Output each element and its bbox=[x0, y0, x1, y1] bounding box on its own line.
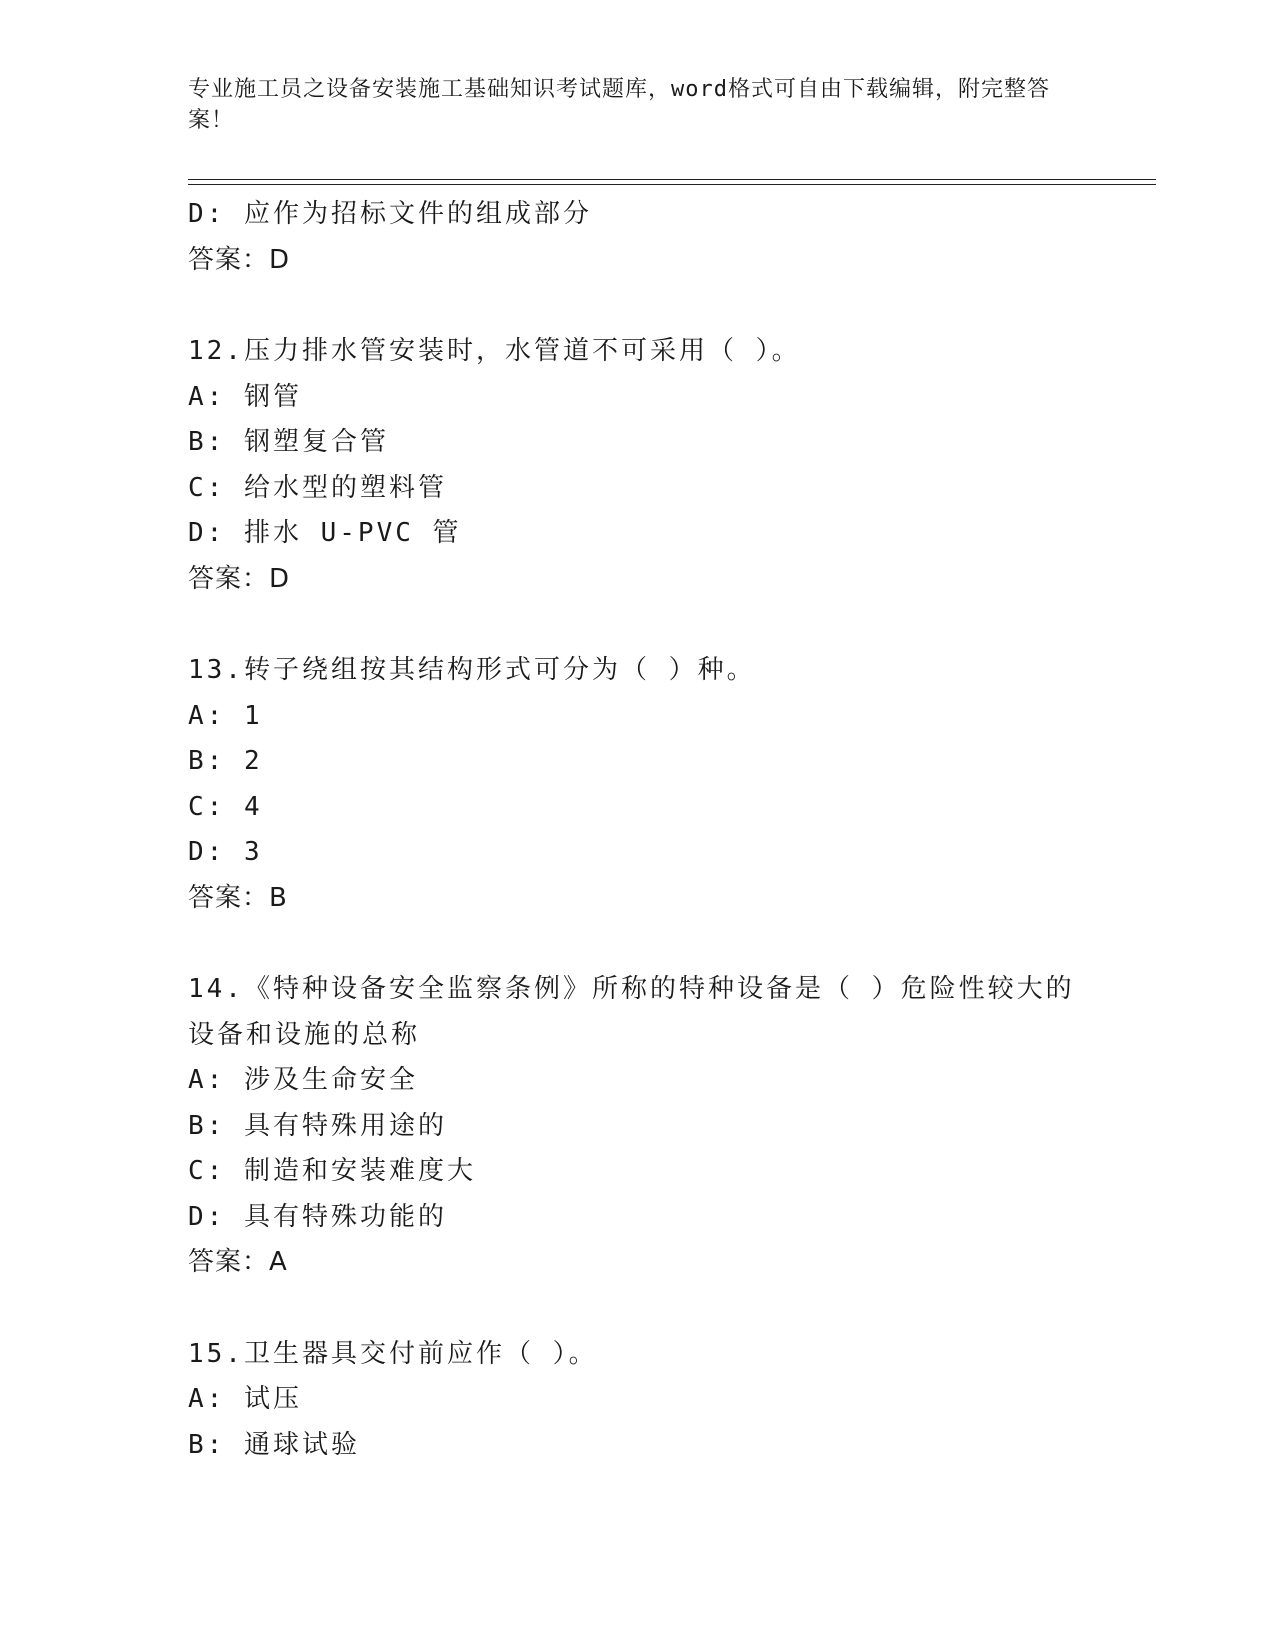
option-a: A: 涉及生命安全 bbox=[188, 1065, 418, 1095]
answer: 答案：D bbox=[188, 244, 291, 275]
question-text: 13.转子绕组按其结构形式可分为（ ）种。 bbox=[188, 655, 756, 685]
option-a: A: 1 bbox=[188, 700, 263, 731]
option-d: D: 排水 U-PVC 管 bbox=[188, 518, 462, 548]
question-list bbox=[188, 192, 1088, 1468]
question-15 bbox=[188, 1332, 1088, 1469]
question-13 bbox=[188, 648, 1088, 921]
option-a: A: 钢管 bbox=[188, 381, 302, 412]
option-c: C: 4 bbox=[188, 791, 263, 822]
answer: 答案：D bbox=[188, 563, 291, 594]
header-divider-top bbox=[188, 179, 1156, 180]
question-14 bbox=[188, 967, 1088, 1286]
answer: 答案：A bbox=[188, 1247, 288, 1277]
option-d: D: 具有特殊功能的 bbox=[188, 1201, 447, 1232]
option-c: C: 制造和安装难度大 bbox=[188, 1156, 476, 1186]
question-text: 12.压力排水管安装时，水管道不可采用（ ）。 bbox=[188, 336, 801, 366]
answer: 答案：B bbox=[188, 882, 288, 913]
question-text-line-1: 14.《特种设备安全监察条例》所称的特种设备是（ ）危险性较大的 bbox=[188, 974, 1075, 1004]
option-a: A: 试压 bbox=[188, 1384, 302, 1414]
document-header: 专业施工员之设备安装施工基础知识考试题库，word格式可自由下载编辑，附完整答案！ bbox=[188, 77, 1050, 133]
option-b: B: 具有特殊用途的 bbox=[188, 1110, 447, 1141]
option-c: C: 给水型的塑料管 bbox=[188, 472, 447, 503]
option-b: B: 2 bbox=[188, 746, 263, 776]
question-11-tail bbox=[188, 192, 1088, 283]
option-d: D: 应作为招标文件的组成部分 bbox=[188, 199, 592, 229]
option-d: D: 3 bbox=[188, 837, 263, 867]
header-divider-bottom bbox=[188, 184, 1156, 185]
question-text: 15.卫生器具交付前应作（ ）。 bbox=[188, 1338, 598, 1369]
option-b: B: 钢塑复合管 bbox=[188, 427, 389, 457]
question-12 bbox=[188, 329, 1088, 602]
option-b: B: 通球试验 bbox=[188, 1429, 360, 1460]
question-text-line-2: 设备和设施的总称 bbox=[188, 1019, 421, 1050]
